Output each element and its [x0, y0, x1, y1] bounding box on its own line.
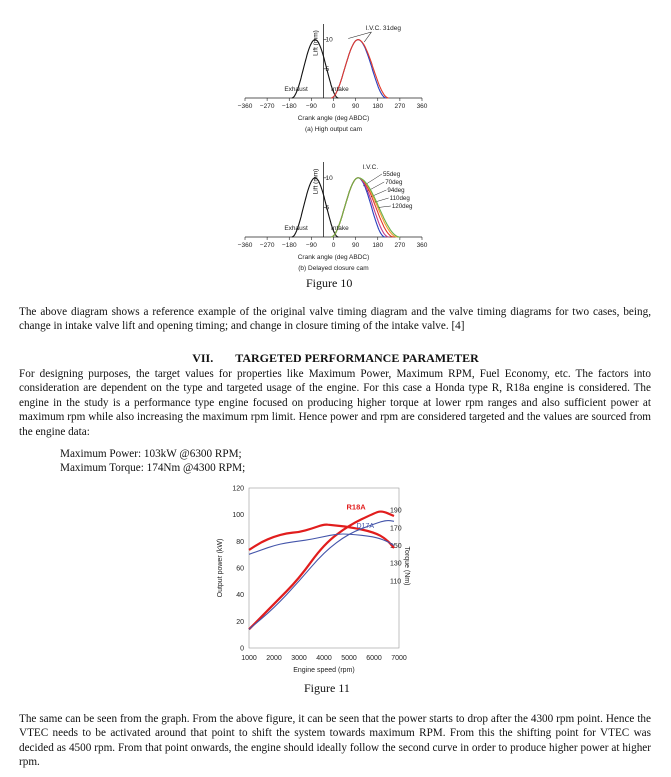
- ivc-label: I.V.C.: [362, 164, 379, 171]
- y-tick-label: 100: [232, 512, 244, 520]
- y-tick-label: 20: [236, 618, 244, 626]
- chart-caption: (b) Delayed closure cam: [298, 265, 369, 272]
- x-tick-label: −90: [305, 242, 317, 249]
- power-torque-chart: [217, 486, 410, 675]
- y2-axis-label: Torque (Nm): [403, 546, 410, 586]
- x-tick-label: 180: [372, 242, 384, 249]
- intake-label: Intake: [331, 224, 349, 232]
- x-tick-label: 270: [394, 242, 406, 249]
- series-label: 94deg: [387, 187, 405, 194]
- x-tick-label: −270: [259, 242, 275, 249]
- x-tick-label: 2000: [266, 655, 282, 662]
- x-tick-label: 360: [416, 103, 428, 110]
- x-tick-label: 0: [331, 242, 336, 249]
- y-tick-label: 120: [232, 485, 244, 493]
- spec-max-torque: Maximum Torque: 174Nm @4300 RPM;: [60, 462, 246, 474]
- section-number: VII.: [192, 351, 214, 365]
- x-tick-label: 270: [394, 103, 406, 110]
- y-axis-label: Output power (kW): [217, 538, 224, 598]
- valve-timing-chart-b: [238, 162, 428, 272]
- exhaust-label: Exhaust: [284, 224, 308, 232]
- y-tick-label: 60: [236, 565, 244, 573]
- y2-tick-label: 190: [390, 507, 402, 515]
- series-label: 110deg: [389, 195, 410, 202]
- x-tick-label: 7000: [391, 655, 407, 662]
- y2-tick-label: 170: [390, 525, 402, 533]
- x-tick-label: −180: [281, 242, 297, 249]
- ivc-leader: [348, 32, 371, 39]
- intake-label: Intake: [331, 86, 349, 93]
- x-tick-label: 3000: [291, 655, 307, 662]
- x-axis-label: Engine speed (rpm): [293, 667, 355, 674]
- y-tick-label: 40: [236, 592, 244, 600]
- paragraph-vtec: The same can be seen from the graph. From the above figure, it can be seen that the power starts to drop after the 4300 rpm point. Hence the VTEC needs to be activated around that point to shift the system towards maximum RPM. From this the shifting point for VTEC was decided as 4500 rpm. From that point onwards, the engine should ideally follow the second curve in order to produce higher power at higher rpm.: [19, 713, 651, 769]
- valve-timing-chart-a: [238, 24, 428, 133]
- y-tick-label: 10: [325, 36, 333, 44]
- series-leader: [379, 206, 391, 207]
- y-tick-label: 0: [240, 645, 244, 653]
- series-label-r18a: R18A: [346, 502, 366, 512]
- x-tick-label: −360: [237, 103, 253, 110]
- x-tick-label: 360: [416, 242, 428, 249]
- x-tick-label: −180: [281, 103, 297, 110]
- x-tick-label: 1000: [241, 655, 257, 662]
- series-label: 120deg: [391, 203, 413, 210]
- x-tick-label: −270: [259, 103, 275, 110]
- section-title: TARGETED PERFORMANCE PARAMETER: [235, 351, 479, 365]
- figure-11-caption: Figure 11: [304, 681, 350, 695]
- x-tick-label: 0: [331, 103, 336, 110]
- x-tick-label: −90: [305, 103, 317, 110]
- y2-tick-label: 110: [390, 578, 402, 586]
- y-axis-label: Lift (mm): [312, 30, 320, 56]
- x-tick-label: 5000: [341, 655, 357, 662]
- y-tick-label: 80: [236, 538, 244, 546]
- y-tick-label: 5: [325, 65, 330, 73]
- exhaust-label: Exhaust: [284, 86, 308, 93]
- paragraph-valve-timing: The above diagram shows a reference example of the original valve timing diagram and the valve timing diagrams for two cases, being, change in intake valve lift and opening timing; and change in closure timing of the intake valve. [4]: [19, 306, 651, 333]
- x-tick-label: −360: [237, 242, 253, 249]
- y-axis-label: Lift (mm): [312, 168, 320, 195]
- y-tick-label: 10: [325, 174, 333, 182]
- section-heading: [0, 351, 671, 366]
- spec-max-power: Maximum Power: 103kW @6300 RPM;: [60, 448, 242, 460]
- ivc-label: I.V.C. 31deg: [365, 25, 402, 32]
- chart-caption: (a) High output cam: [304, 126, 363, 133]
- x-tick-label: 6000: [366, 655, 382, 662]
- series-label: 55deg: [382, 171, 401, 178]
- y-tick-label: 5: [325, 204, 330, 212]
- y2-tick-label: 130: [390, 560, 402, 568]
- figure-10-caption: Figure 10: [306, 276, 353, 290]
- series-label-d17a: D17A: [356, 523, 375, 530]
- y2-tick-label: 150: [390, 542, 402, 550]
- paragraph-targets: For designing purposes, the target values for properties like Maximum Power, Maximum RPM, Fuel Economy, etc. The factors into consideration are dependent on the type and targeted usage of the engine. For this case a Honda type R, R18a engine is considered. The engine in the study is a performance type engine focused on producing higher torque at lower rpm ranges and also sufficient power at maximum rpm while also increasing the maximum rpm limit. Hence power and rpm are considered targeted and the values are sourced from the engine data:: [19, 368, 651, 438]
- x-tick-label: 4000: [316, 655, 332, 662]
- x-tick-label: 90: [352, 242, 360, 249]
- x-axis-label: Crank angle (deg ABDC): [297, 115, 370, 122]
- x-tick-label: 90: [352, 103, 360, 110]
- x-axis-label: Crank angle (deg ABDC): [297, 254, 370, 261]
- series-label: 70deg: [385, 179, 403, 186]
- x-tick-label: 180: [372, 103, 384, 110]
